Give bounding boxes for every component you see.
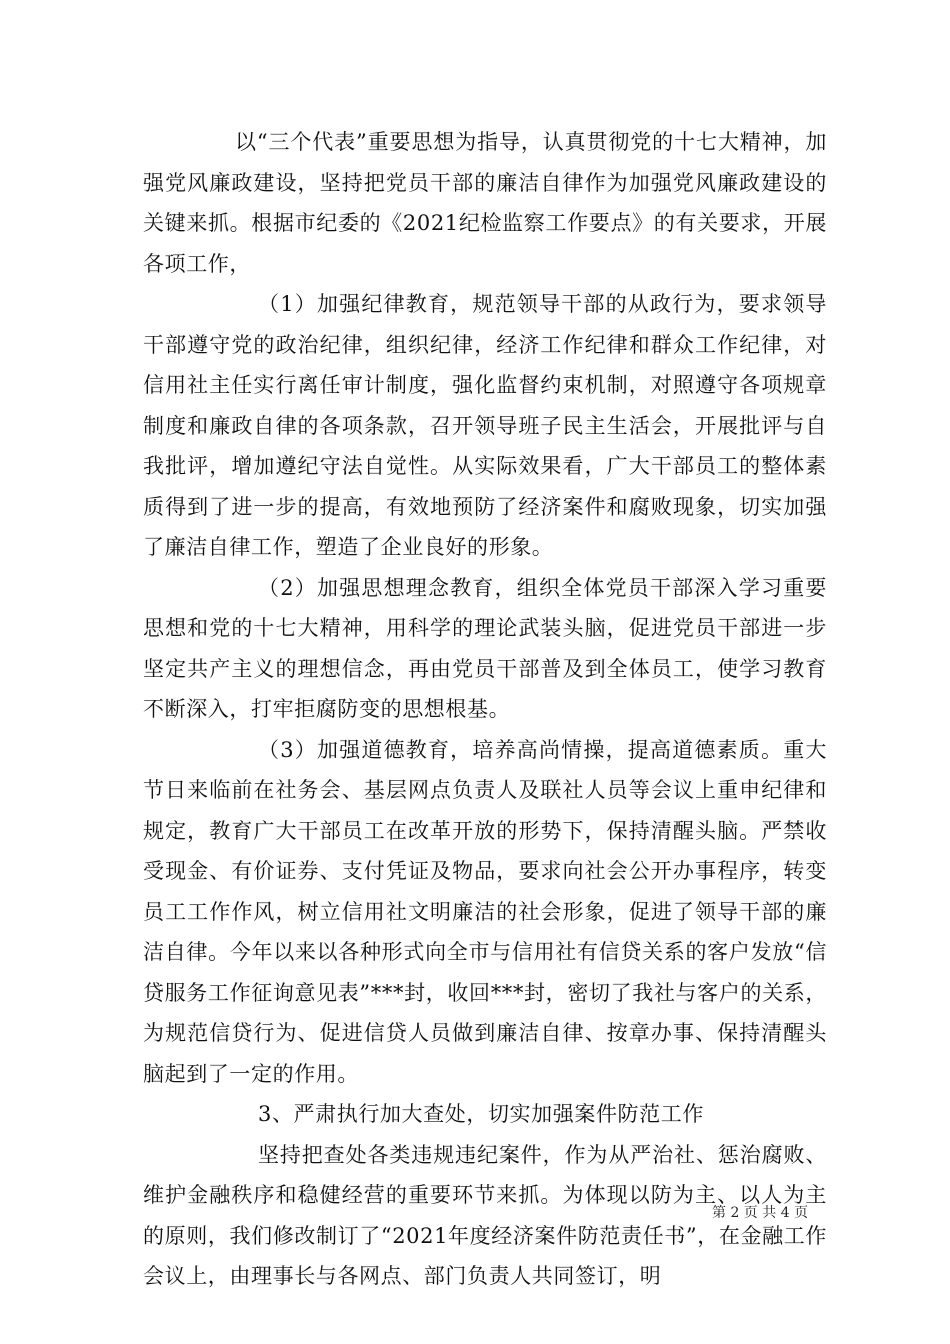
paragraph-case-investigation: 坚持把查处各类违规违纪案件，作为从严治社、惩治腐败、维护金融秩序和稳健经营的重要环节来抓。为体现以防为主、以人为主的原则，我们修改制订了“2021年度经济案件防范责任书”，在金融工作会议上，由理事长与各网点、部门负责人共同签订，明	[143, 1142, 827, 1288]
paragraph-moral-education: （3）加强道德教育，培养高尚情操，提高道德素质。重大节日来临前在社务会、基层网点负责人及联社人员等会议上重申纪律和规定，教育广大干部员工在改革开放的形势下，保持清醒头脑。严禁收受现金、有价证券、支付凭证及物品，要求向社会公开办事程序，转变员工工作作风，树立信用社文明廉洁的社会形象，促进了领导干部的廉洁自律。今年以来以各种形式向全市与信用社有信贷关系的客户发放“信贷服务工作征询意见表”***封，收回***封，密切了我社与客户的关系，为规范信贷行为、促进信贷人员做到廉洁自律、按章办事、保持清醒头脑起到了一定的作用。	[143, 737, 827, 1086]
document-body	[143, 122, 827, 1297]
paragraph-guiding-principle: 以“三个代表”重要思想为指导，认真贯彻党的十七大精神，加强党风廉政建设，坚持把党员干部的廉洁自律作为加强党风廉政建设的关键来抓。根据市纪委的《2021纪检监察工作要点》的有关要求，开展各项工作，	[143, 130, 827, 276]
page-number-footer: 第 2 页 共 4 页	[712, 1205, 809, 1221]
paragraph-ideology-education: （2）加强思想理念教育，组织全体党员干部深入学习重要思想和党的十七大精神，用科学的理论武装头脑，促进党员干部进一步坚定共产主义的理想信念，再由党员干部普及到全体员工，使学习教育不断深入，打牢拒腐防变的思想根基。	[143, 575, 827, 721]
section-heading-case-prevention: 3、严肃执行加大查处，切实加强案件防范工作	[258, 1102, 704, 1126]
paragraph-discipline-education: （1）加强纪律教育，规范领导干部的从政行为，要求领导干部遵守党的政治纪律，组织纪律，经济工作纪律和群众工作纪律，对信用社主任实行离任审计制度，强化监督约束机制，对照遵守各项规章制度和廉政自律的各项条款，召开领导班子民主生活会，开展批评与自我批评，增加遵纪守法自觉性。从实际效果看，广大干部员工的整体素质得到了进一步的提高，有效地预防了经济案件和腐败现象，切实加强了廉洁自律工作，塑造了企业良好的形象。	[143, 292, 827, 559]
